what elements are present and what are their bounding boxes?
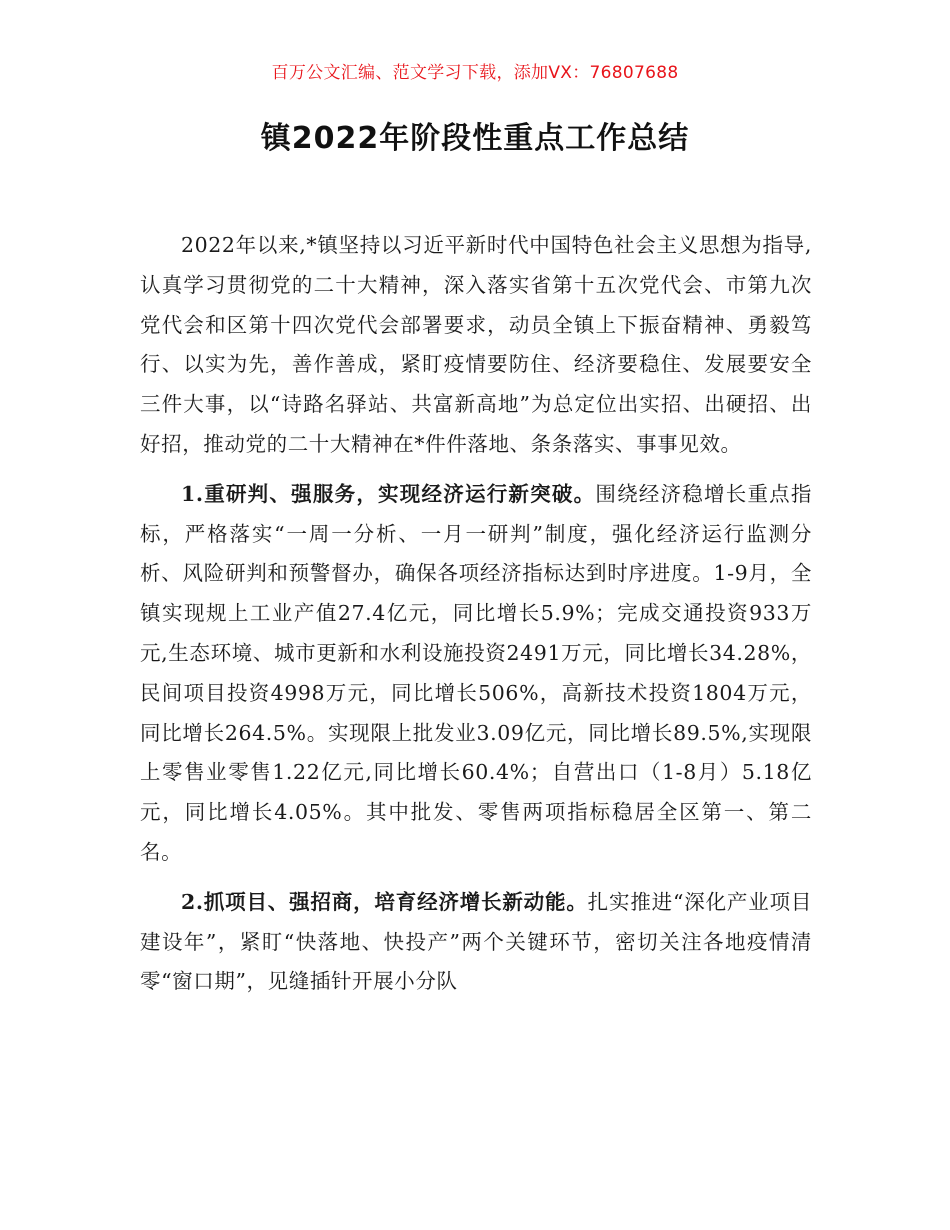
document-body — [140, 226, 812, 1012]
section-heading-1: 1.重研判、强服务，实现经济运行新突破。 — [181, 481, 596, 506]
watermark-header: 百万公文汇编、范文学习下载，添加VX：76807688 — [271, 63, 679, 83]
section-text-1: 围绕经济稳增长重点指标，严格落实“一周一分析、一月一研判”制度，强化经济运行监测分析、风险研判和预警督办，确保各项经济指标达到时序进度。1-9月，全镇实现规上工业产值27.4亿元，同比增长5.9%；完成交通投资933万元,生态环境、城市更新和水利设施投资2491万元，同比增长34.28%，民间项目投资4998万元，同比增长506%，高新技术投资1804万元，同比增长264.5%。实现限上批发业3.09亿元，同比增长89.5%,实现限上零售业零售1.22亿元,同比增长60.4%；自营出口（1-8月）5.18亿元，同比增长4.05%。其中批发、零售两项指标稳居全区第一、第二名。 — [140, 481, 812, 864]
section-heading-2: 2.抓项目、强招商，培育经济增长新动能。 — [181, 889, 588, 914]
section-paragraph-1 — [140, 475, 812, 873]
document-title: 镇2022年阶段性重点工作总结 — [260, 121, 690, 156]
section-paragraph-2 — [140, 883, 812, 1002]
section-text-2: 扎实推进“深化产业项目建设年”，紧盯“快落地、快投产”两个关键环节，密切关注各地疫情清零“窗口期”，见缝插针开展小分队 — [140, 889, 812, 994]
intro-paragraph: 2022年以来,*镇坚持以习近平新时代中国特色社会主义思想为指导,认真学习贯彻党的二十大精神，深入落实省第十五次党代会、市第九次党代会和区第十四次党代会部署要求，动员全镇上下振奋精神、勇毅笃行、以实为先，善作善成，紧盯疫情要防住、经济要稳住、发展要安全三件大事，以“诗路名驿站、共富新高地”为总定位出实招、出硬招、出好招，推动党的二十大精神在*件件落地、条条落实、事事见效。 — [140, 233, 812, 456]
